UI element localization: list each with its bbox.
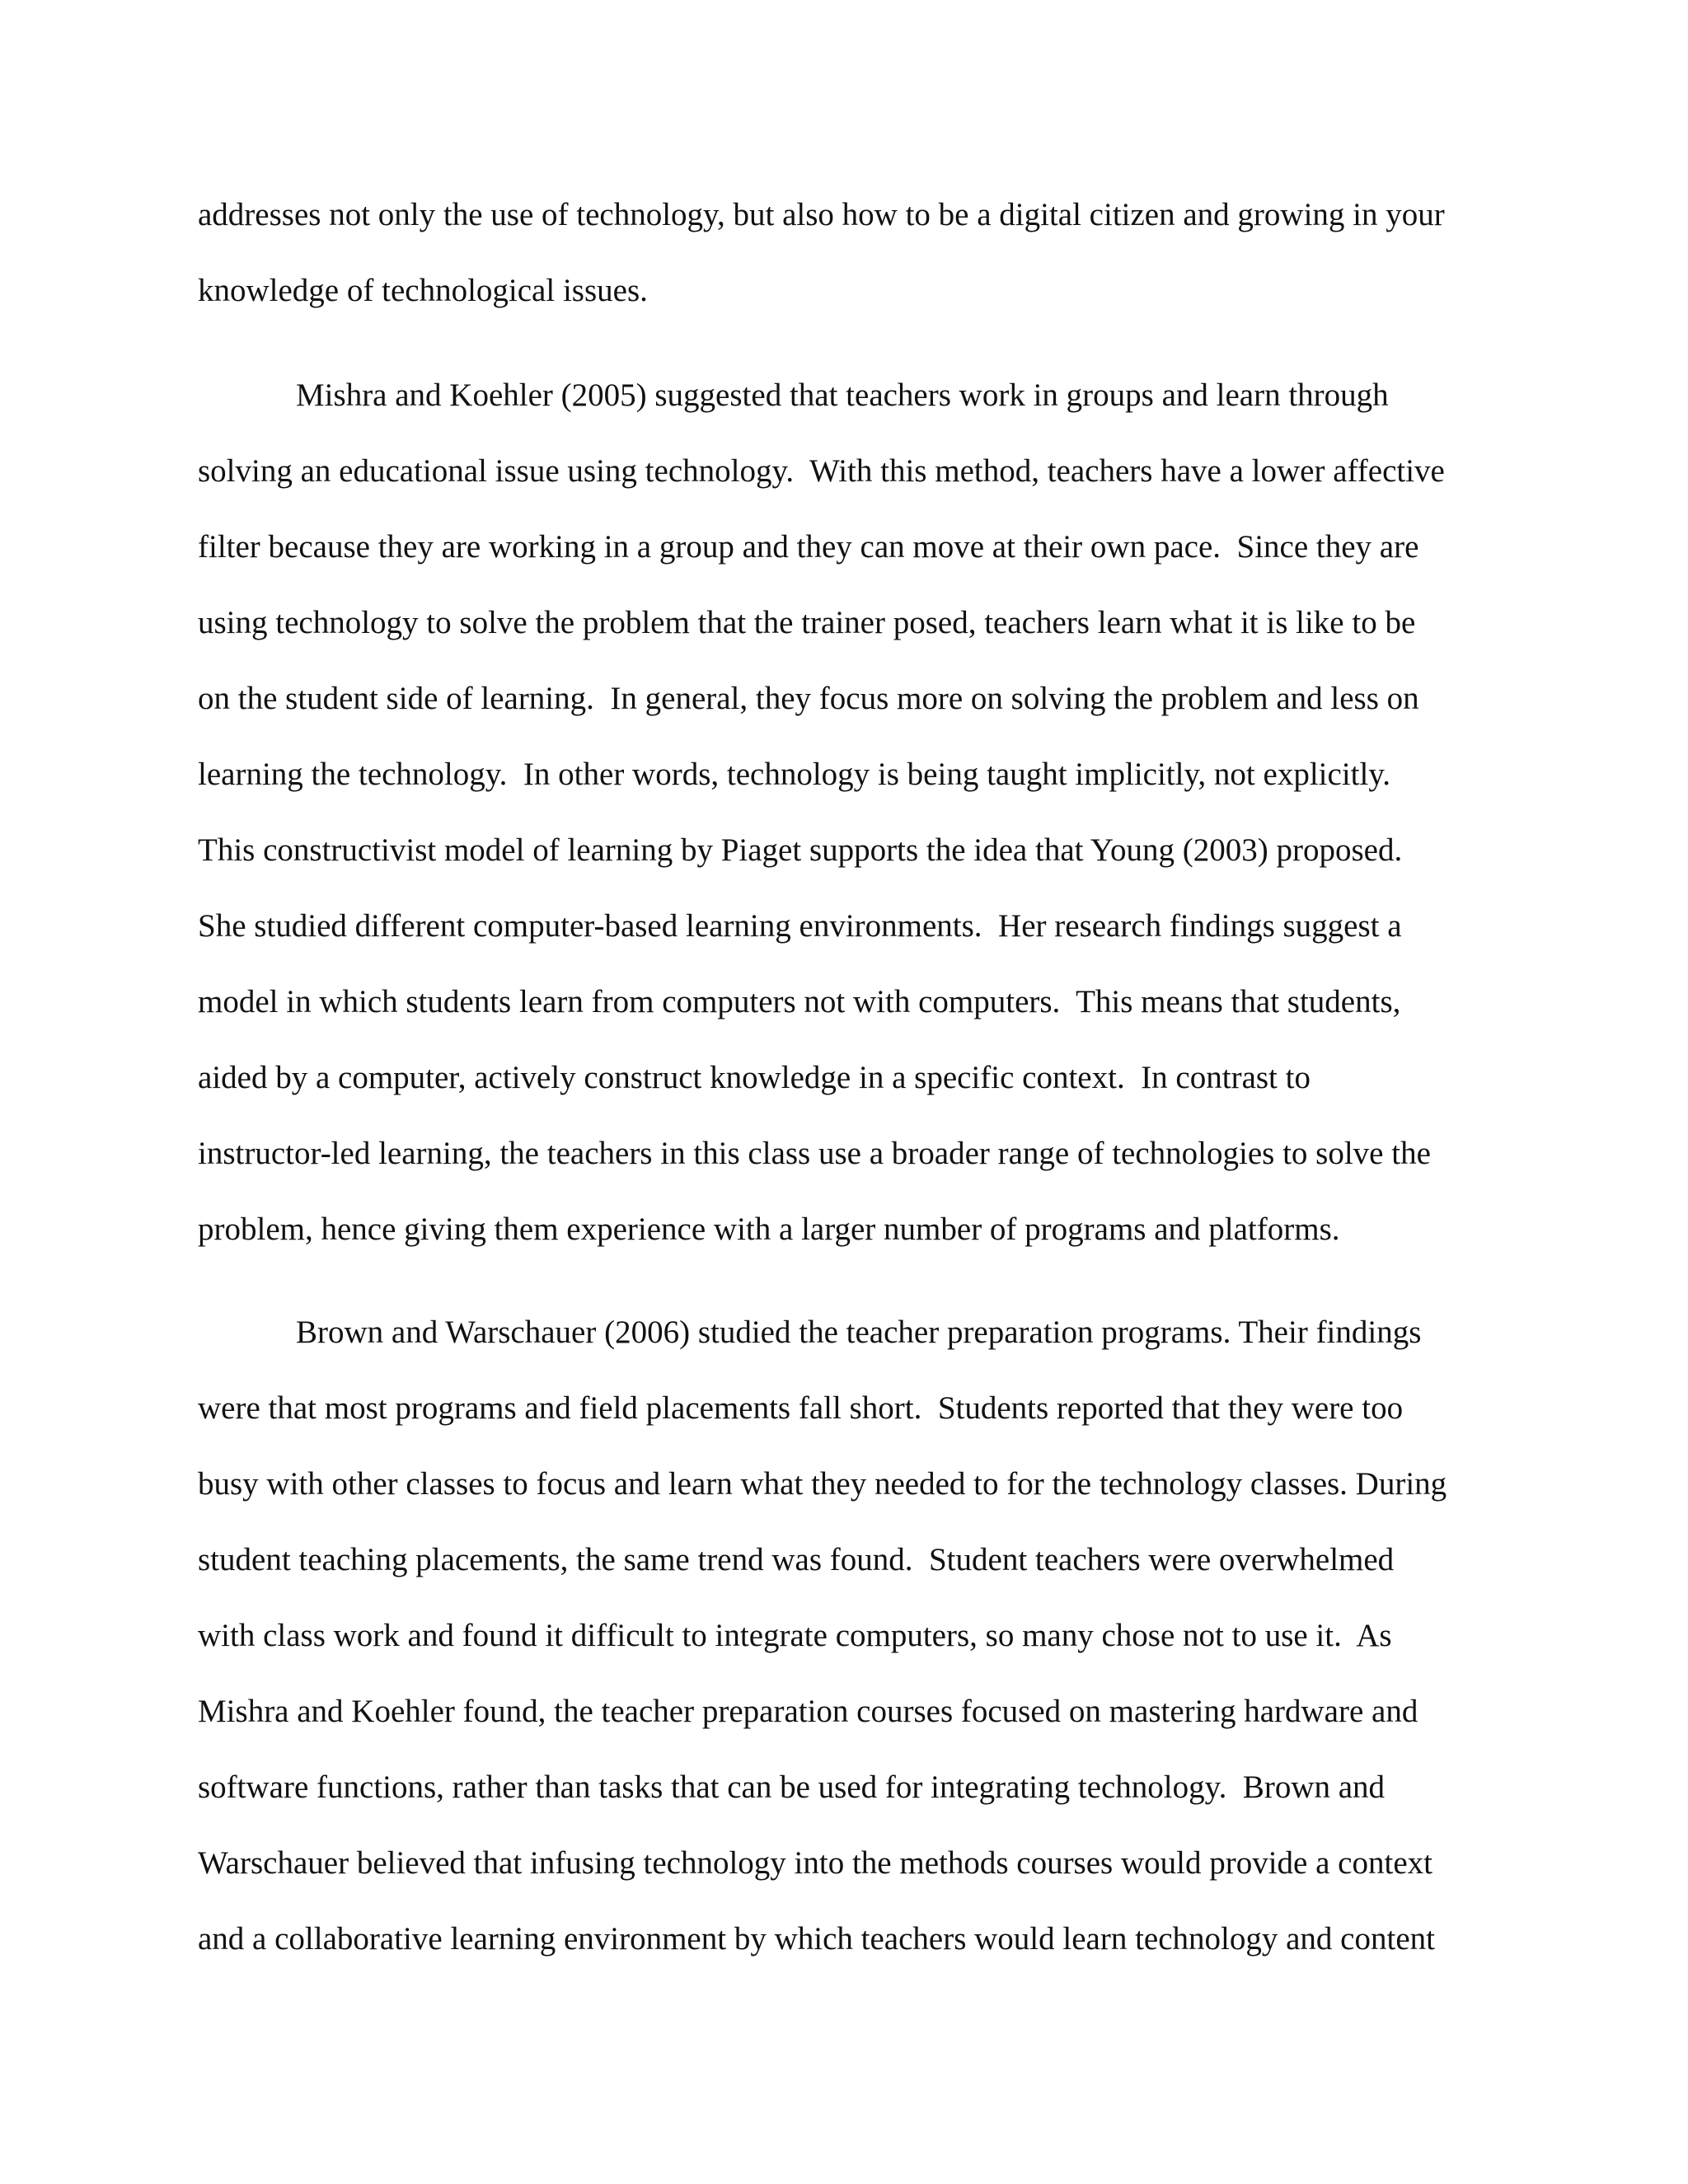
paragraph-line: student teaching placements, the same trend was found. Student teachers were overwhelmed [198,1542,1395,1577]
paragraph-line: on the student side of learning. In general, they focus more on solving the problem and less on [198,681,1419,716]
paragraph-line: instructor-led learning, the teachers in this class use a broader range of technologies to solve the [198,1136,1431,1171]
paragraph-line: This constructivist model of learning by Piaget supports the idea that Young (2003) proposed. [198,832,1403,868]
paragraph-line: Brown and Warschauer (2006) studied the teacher preparation programs. Their findings [296,1315,1422,1350]
paragraph-line: Mishra and Koehler found, the teacher preparation courses focused on mastering hardware and [198,1694,1418,1729]
paragraph-line: busy with other classes to focus and learn what they needed to for the technology classes. During [198,1466,1447,1502]
paragraph-line: model in which students learn from computers not with computers. This means that students, [198,984,1401,1019]
paragraph-line: addresses not only the use of technology, but also how to be a digital citizen and growing in your [198,197,1445,232]
paragraph-line: were that most programs and field placements fall short. Students reported that they were too [198,1390,1404,1426]
paragraph-line: Warschauer believed that infusing technology into the methods courses would provide a context [198,1845,1432,1881]
paragraph-line: problem, hence giving them experience with a larger number of programs and platforms. [198,1212,1340,1247]
paragraph-line: knowledge of technological issues. [198,273,648,308]
paragraph-line: with class work and found it difficult to integrate computers, so many chose not to use it. As [198,1618,1392,1653]
paragraph-line: software functions, rather than tasks that can be used for integrating technology. Brown and [198,1769,1386,1805]
paragraph-line: and a collaborative learning environment by which teachers would learn technology and content [198,1921,1435,1957]
paragraph-line: Mishra and Koehler (2005) suggested that teachers work in groups and learn through [296,377,1389,413]
paragraph-line: aided by a computer, actively construct knowledge in a specific context. In contrast to [198,1060,1311,1095]
paragraph-line: learning the technology. In other words, technology is being taught implicitly, not explicitly. [198,757,1391,792]
paragraph-line: using technology to solve the problem that the trainer posed, teachers learn what it is like to be [198,605,1416,640]
paragraph-line: solving an educational issue using technology. With this method, teachers have a lower affective [198,453,1445,489]
paragraph-line: filter because they are working in a group and they can move at their own pace. Since they are [198,529,1419,565]
paragraph-line: She studied different computer-based learning environments. Her research findings suggest a [198,908,1402,944]
